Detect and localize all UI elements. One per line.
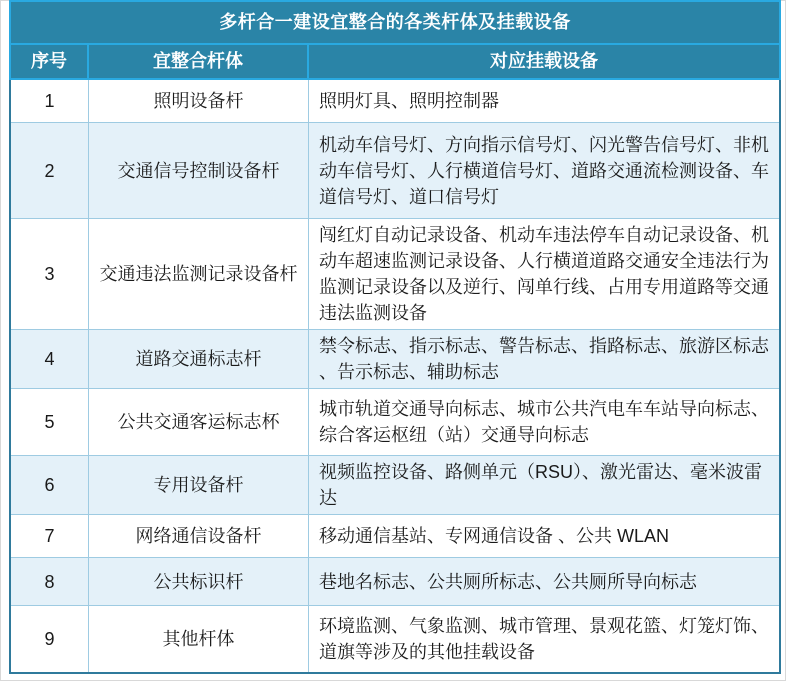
devices-text: 移动通信基站、专网通信设备 、公共 WLAN (319, 526, 670, 546)
cell-pole-type (89, 389, 309, 455)
serial-text: 4 (44, 349, 55, 369)
cell-devices (309, 515, 779, 557)
pole-type-text: 交通信号控制设备杆 (117, 160, 280, 181)
pole-type-text: 交通违法监测记录设备杆 (99, 264, 298, 284)
devices-text: 城市轨道交通导向标志、城市公共汽电车车站导向标志、综合客运枢纽（站）交通导向标志 (319, 399, 769, 445)
cell-devices (309, 80, 779, 122)
column-header-devices: 对应挂载设备 (490, 51, 598, 71)
cell-devices (309, 456, 779, 514)
cell-devices (309, 330, 779, 388)
cell-pole-type (89, 219, 309, 329)
table-row (11, 514, 779, 557)
cell-pole-type (89, 558, 309, 605)
table-row (11, 80, 779, 122)
table-row (11, 388, 779, 455)
cell-devices (309, 606, 779, 672)
cell-serial (11, 558, 89, 605)
table-body (9, 80, 781, 674)
cell-pole-type (89, 456, 309, 514)
devices-text: 巷地名标志、公共厕所标志、公共厕所导向标志 (319, 571, 697, 592)
cell-pole-type (89, 123, 309, 218)
cell-serial (11, 123, 89, 218)
devices-text: 环境监测、气象监测、城市管理、景观花篮、灯笼灯饰、道旗等涉及的其他挂载设备 (319, 616, 769, 662)
serial-text: 5 (44, 412, 55, 432)
table-row (11, 455, 779, 514)
column-header-row (11, 45, 779, 78)
table-row (11, 557, 779, 605)
devices-text: 机动车信号灯、方向指示信号灯、闪光警告信号灯、非机动车信号灯、人行横道信号灯、道路交通流检测设备、车道信号灯、道口信号灯 (319, 134, 769, 207)
serial-text: 3 (44, 264, 55, 284)
pole-type-text: 网络通信设备杆 (135, 526, 262, 546)
table-title-bar (11, 2, 779, 45)
cell-serial (11, 80, 89, 122)
table-title: 多杆合一建设宜整合的各类杆体及挂载设备 (219, 12, 571, 32)
devices-text: 视频监控设备、路侧单元（RSU）、激光雷达、毫米波雷达 (319, 462, 763, 508)
cell-serial (11, 515, 89, 557)
table-row (11, 329, 779, 388)
devices-text: 禁令标志、指示标志、警告标志、指路标志、旅游区标志、告示标志、辅助标志 (319, 336, 769, 382)
cell-serial (11, 456, 89, 514)
cell-pole-type (89, 330, 309, 388)
serial-text: 9 (44, 629, 55, 649)
cell-serial (11, 606, 89, 672)
cell-serial (11, 219, 89, 329)
serial-text: 7 (44, 526, 55, 546)
table-row (11, 218, 779, 329)
cell-serial (11, 389, 89, 455)
pole-integration-table (9, 0, 781, 674)
cell-devices (309, 389, 779, 455)
pole-type-text: 照明设备杆 (153, 91, 244, 111)
cell-pole-type (89, 80, 309, 122)
serial-text: 8 (44, 571, 55, 592)
cell-devices (309, 219, 779, 329)
table-head (9, 0, 781, 80)
cell-serial (11, 330, 89, 388)
pole-type-text: 公共标识杆 (153, 571, 244, 592)
serial-text: 1 (44, 91, 55, 111)
pole-type-text: 公共交通客运标志杯 (117, 412, 280, 432)
pole-type-text: 其他杆体 (162, 629, 235, 649)
cell-devices (309, 123, 779, 218)
pole-type-text: 道路交通标志杆 (135, 349, 262, 369)
serial-text: 6 (44, 475, 55, 495)
table-row (11, 605, 779, 672)
devices-text: 闯红灯自动记录设备、机动车违法停车自动记录设备、机动车超速监测记录设备、人行横道道路交通安全违法行为监测记录设备以及逆行、闯单行线、占用专用道路等交通违法监测设备 (319, 225, 769, 323)
serial-text: 2 (44, 160, 55, 181)
cell-pole-type (89, 515, 309, 557)
devices-text: 照明灯具、照明控制器 (319, 91, 499, 111)
cell-devices (309, 558, 779, 605)
column-header-pole-type: 宜整合杆体 (89, 45, 309, 78)
pole-type-text: 专用设备杆 (153, 475, 244, 495)
table-row (11, 122, 779, 218)
column-header-serial: 序号 (11, 45, 89, 78)
cell-pole-type (89, 606, 309, 672)
